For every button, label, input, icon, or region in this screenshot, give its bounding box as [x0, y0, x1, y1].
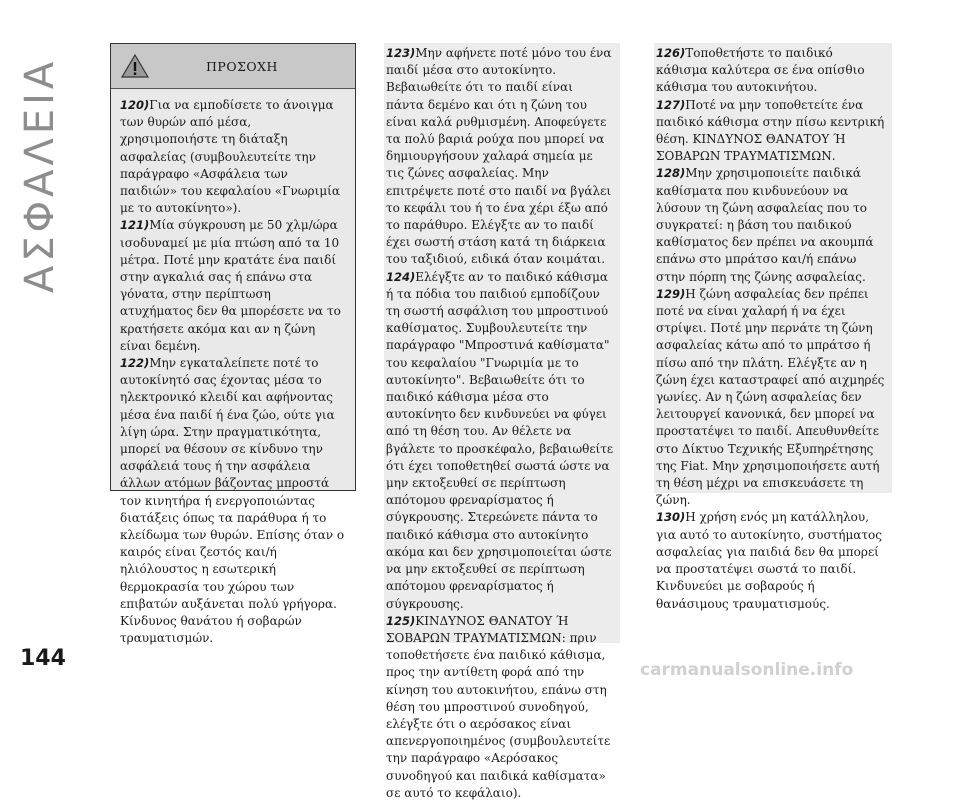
note-paragraph: 123)Μην αφήνετε ποτέ μόνο του ένα παιδί μέσα στο αυτοκίνητο. Βεβαιωθείτε ότι το παιδί είναι πάντα δεμένο και ότι η ζώνη του είναι καλά ρυθμισμένη. Αποφεύγετε τα πολύ βαριά ρούχα που μπορεί να δημιουργήσουν χαλαρά σημεία με τις ζώνες ασφαλείας. Μην επιτρέψετε ποτέ στο παιδί να βγάλει το κεφάλι του ή το ένα χέρι έξω από το παράθυρο. Ελέγξτε αν το παιδί έχει σωστή στάση κατά τη διάρκεια του ταξιδιού, ειδικά όταν κοιμάται.: [386, 46, 612, 267]
warning-paragraph: 122)Μην εγκαταλείπετε ποτέ το αυτοκίνητό σας έχοντας μέσα το ηλεκτρονικό κλειδί και αφήνοντας μέσα ένα παιδί ή ένα ζώο, ούτε για λίγη ώρα. Στην πραγματικότητα, μπορεί να θέσουν σε κίνδυνο την ασφάλειά τους ή την ασφάλεια άλλων ατόμων βάζοντας μπροστά τον κινητήρα ή ενεργοποιώντας διατάξεις όπως τα παράθυρα ή το κλείδωμα των θυρών. Επίσης όταν ο καιρός είναι ζεστός και/ή ηλιόλουστος η εσωτερική θερμοκρασία του χώρου των επιβατών αυξάνεται πολύ γρήγορα. Κίνδυνος θανάτου ή σοβαρών τραυματισμών.: [120, 356, 345, 646]
note-paragraph: 128)Μην χρησιμοποιείτε παιδικά καθίσματα που κινδυνεύουν να λύσουν τη ζώνη ασφαλείας που το συγκρατεί: η βάση του παιδικού καθίσματος δεν πρέπει να ακουμπά επάνω στο μπράτσο και/ή επάνω στην πόρπη της ζώνης ασφαλείας.: [656, 166, 874, 284]
note-paragraph: 126)Τοποθετήστε το παιδικό κάθισμα καλύτερα σε ένα οπίσθιο κάθισμα του αυτοκινήτου.: [656, 46, 865, 95]
note-paragraph: 127)Ποτέ να μην τοποθετείτε ένα παιδικό κάθισμα στην πίσω κεντρική θέση. ΚΙΝΔΥΝΟΣ ΘΑΝΑΤΟΥ Ή ΣΟΒΑΡΩΝ ΤΡΑΥΜΑΤΙΣΜΩΝ.: [656, 97, 885, 164]
page-number: 144: [20, 646, 66, 671]
warning-paragraph: 121)Μία σύγκρουση με 50 χλμ/ώρα ισοδυναμεί με μία πτώση από τα 10 μέτρα. Ποτέ μην κρατάτε ένα παιδί στην αγκαλιά σας ή επάνω στα γόνατα, στην περίπτωση ατυχήματος δεν θα μπορέσετε να το κρατήσετε ακόμα και αν η ζώνη είναι δεμένη.: [120, 218, 341, 353]
warning-box: [110, 43, 356, 646]
note-paragraph: 129)Η ζώνη ασφαλείας δεν πρέπει ποτέ να είναι χαλαρή ή να έχει στρίψει. Ποτέ μην περνάτε τη ζώνη ασφαλείας κάτω από το μπράτσο ή πίσω από την πλάτη. Ελέγξτε αν η ζώνη έχει καταστραφεί από αιχμηρές γωνίες. Αν η ζώνη ασφαλείας δεν λειτουργεί κανονικά, δεν μπορεί να προστατέψει το παιδί. Απευθυνθείτε στο Δίκτυο Τεχνικής Εξυπηρέτησης της Fiat. Μην χρησιμοποιήσετε αυτή τη θέση μέχρι να επισκευάσετε τη ζώνη.: [656, 286, 885, 508]
watermark: carmanualsonline.info: [640, 660, 854, 680]
section-title: ΑΣΦΑΛΕΙΑ: [17, 57, 63, 293]
warning-paragraph: 120)Για να εμποδίσετε το άνοιγμα των θυρών από μέσα, χρησιμοποιήστε τη διάταξη ασφαλείας (συμβουλευτείτε την παράγραφο «Ασφάλεια των παιδιών» του κεφαλαίου «Γνωριμία με το αυτοκίνητο»).: [120, 98, 340, 216]
warning-triangle-icon: [111, 46, 159, 86]
right-column: [654, 43, 892, 611]
middle-column: [384, 43, 620, 800]
warning-body: [111, 89, 355, 648]
note-paragraph: 125)ΚΙΝΔΥΝΟΣ ΘΑΝΑΤΟΥ Ή ΣΟΒΑΡΩΝ ΤΡΑΥΜΑΤΙΣΜΩΝ: πριν τοποθετήσετε ένα παιδικό κάθισμα, προς την αντίθετη φορά από την κίνηση του αυτοκινήτου, επάνω στη θέση του μπροστινού συνοδηγού, ελέγξτε ότι ο αερόσακος είναι απενεργοποιημένος (συμβουλευτείτε την παράγραφο «Αερόσακος συνοδηγού και παιδικά καθίσματα» σε αυτό το κεφάλαιο).: [386, 613, 611, 800]
note-paragraph: 124)Ελέγξτε αν το παιδικό κάθισμα ή τα πόδια του παιδιού εμποδίζουν τη σωστή ασφάλιση του μπροστινού καθίσματος. Συμβουλευτείτε την παράγραφο "Μπροστινά καθίσματα" του κεφαλαίου "Γνωριμία με το αυτοκίνητο". Βεβαιωθείτε ότι το παιδικό κάθισμα μέσα στο αυτοκίνητο δεν κινδυνεύει να φύγει από τη θέση του. Αν θέλετε να βγάλετε το προσκέφαλο, βεβαιωθείτε ότι έχει τοποθετηθεί σωστά ώστε να μην εκτοξευθεί σε περίπτωση απότομου φρεναρίσματος ή σύγκρουσης. Στερεώνετε πάντα το παιδικό κάθισμα στο αυτοκίνητο ακόμα και δεν χρησιμοποιείται ώστε να μην εκτοξευθεί σε περίπτωση απότομου φρεναρίσματος ή σύγκρουσης.: [386, 269, 614, 611]
note-paragraph: 130)Η χρήση ενός μη κατάλληλου, για αυτό το αυτοκίνητο, συστήματος ασφαλείας για παιδιά δεν θα μπορεί να προστατέψει σωστά το παιδί. Κινδυνεύει με σοβαρούς ή θανάσιμους τραυματισμούς.: [656, 510, 882, 611]
warning-header: [111, 44, 355, 89]
warning-title: ΠΡΟΣΟΧΗ: [206, 58, 278, 74]
